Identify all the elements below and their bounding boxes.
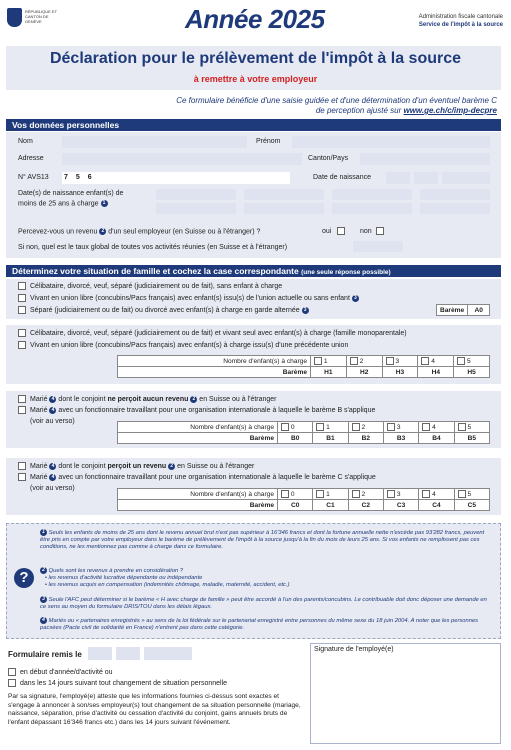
intro-line-1: Ce formulaire bénéficie d'une saisie guidée et d'une détermination d'un éventuel barème C bbox=[176, 96, 497, 105]
note-4-text: Mariés ou « partenaires enregistrés » au sens de la loi fédérale sur le partenariat enregistré entre personnes du même sexe du 18 juin 2004. A noter que les personnes pacsées (Pacte civil de solidarité en France) n'entrent pas dans cette catégorie. bbox=[40, 618, 479, 632]
avs-prefix-digits bbox=[64, 174, 95, 181]
taux-field[interactable] bbox=[353, 241, 403, 252]
h-count-cell[interactable] bbox=[454, 356, 490, 367]
b-count-checkbox[interactable] bbox=[316, 423, 324, 431]
h-option-2-label: Vivant en union libre (concubins/Pacs français) avec enfant(s) à charge issu(s) d'une précédente union bbox=[30, 342, 349, 349]
c-count-checkbox[interactable] bbox=[387, 490, 395, 498]
note-2 bbox=[40, 567, 490, 589]
b-count-checkbox[interactable] bbox=[458, 423, 466, 431]
h-count-checkbox[interactable] bbox=[350, 357, 358, 365]
c-count-checkbox[interactable] bbox=[316, 490, 324, 498]
c-option-1-checkbox[interactable] bbox=[18, 462, 26, 470]
c-option-1[interactable] bbox=[18, 462, 254, 472]
c-count-label: 3 bbox=[396, 490, 401, 498]
enfant-date-1[interactable] bbox=[156, 189, 236, 200]
b-bareme-code: B2 bbox=[348, 433, 383, 444]
admin-name: Administration fiscale cantonale bbox=[418, 14, 503, 20]
h-bareme-code: H3 bbox=[382, 367, 418, 378]
prenom-label: Prénom bbox=[256, 138, 281, 145]
adresse-label: Adresse bbox=[18, 155, 44, 162]
naissance-day[interactable] bbox=[386, 172, 410, 184]
h-count-cell[interactable] bbox=[382, 356, 418, 367]
canton-field[interactable] bbox=[360, 153, 490, 165]
c-marie-2: Marié bbox=[30, 474, 48, 481]
b-count-cell[interactable] bbox=[278, 422, 313, 433]
note-3 bbox=[40, 596, 490, 611]
h-option-1-checkbox[interactable] bbox=[18, 329, 26, 337]
h-count-checkbox[interactable] bbox=[314, 357, 322, 365]
b-count-label: 0 bbox=[290, 423, 295, 431]
enfant-date-7[interactable] bbox=[332, 203, 412, 214]
b-bareme-code: B4 bbox=[419, 433, 454, 444]
b-bareme-code: B5 bbox=[454, 433, 489, 444]
note-4-icon: 4 bbox=[49, 463, 56, 470]
note-3-icon: 3 bbox=[352, 295, 359, 302]
a-option-1-checkbox[interactable] bbox=[18, 282, 26, 290]
family-heading-small: (une seule réponse possible) bbox=[301, 269, 391, 276]
bareme-c-table bbox=[117, 488, 490, 511]
remis-option-2[interactable] bbox=[8, 679, 227, 689]
note-3-text: Seule l'AFC peut déterminer si le barème « H avec charge de famille » peut être accordé à l'un des parents/concubins. Le contribuable doit donc déposer une demande en ce sens au moyen du formulaire DRIS/TOU dans les délais légaux. bbox=[40, 597, 487, 611]
c-count-label: 1 bbox=[326, 490, 330, 498]
b-suisse: en Suisse ou à l'étranger bbox=[199, 396, 277, 403]
intro-link[interactable]: www.ge.ch/c/imp-decpre bbox=[403, 106, 497, 115]
b-voir-verso: (voir au verso) bbox=[30, 418, 75, 425]
a-option-2-checkbox[interactable] bbox=[18, 294, 26, 302]
note-4-icon: 4 bbox=[40, 617, 47, 624]
b-count-cell[interactable] bbox=[383, 422, 418, 433]
a-option-3-checkbox[interactable] bbox=[18, 306, 26, 314]
remis-option-1-checkbox[interactable] bbox=[8, 668, 16, 676]
c-option-2-label: avec un fonctionnaire travaillant pour une organisation internationale à laquelle le barème C s'applique bbox=[58, 474, 376, 481]
enfants-label-text: moins de 25 ans à charge bbox=[18, 200, 99, 208]
h-bareme-code: H1 bbox=[311, 367, 347, 378]
signature-box[interactable] bbox=[310, 643, 501, 744]
remis-option-1[interactable] bbox=[8, 668, 113, 678]
note-2-icon: 2 bbox=[40, 567, 47, 574]
h-bareme-code: H5 bbox=[454, 367, 490, 378]
c-nb-enfants-label: Nombre d'enfant(s) à charge bbox=[118, 489, 278, 500]
b-marie-2: Marié bbox=[30, 407, 48, 414]
c-count-cell[interactable] bbox=[383, 489, 418, 500]
bareme-a-table bbox=[436, 304, 490, 316]
revenu-q-a: Percevez-vous un revenu bbox=[18, 228, 98, 236]
b-marie: Marié bbox=[30, 396, 48, 403]
c-count-checkbox[interactable] bbox=[281, 490, 289, 498]
b-option-1[interactable] bbox=[18, 395, 277, 405]
revenu-question bbox=[18, 228, 260, 235]
oui-label: oui bbox=[322, 228, 332, 235]
section-family-heading bbox=[6, 265, 501, 277]
c-count-cell[interactable] bbox=[348, 489, 383, 500]
family-heading: Déterminez votre situation de famille et cochez la case correspondante bbox=[12, 266, 299, 276]
canton-label: Canton/Pays bbox=[308, 155, 349, 162]
nom-field[interactable] bbox=[62, 136, 247, 148]
enfant-date-3[interactable] bbox=[332, 189, 412, 200]
note-2-icon: 2 bbox=[99, 228, 106, 235]
a-option-3-label: Séparé (judiciairement ou de fait) ou divorcé avec enfant(s) à charge en garde alternée bbox=[30, 307, 300, 314]
c-percoit-revenu: perçoit un revenu bbox=[107, 463, 167, 470]
h-count-label: 1 bbox=[323, 357, 328, 365]
h-count-label: 4 bbox=[431, 357, 435, 365]
logo-text: RÉPUBLIQUE ET CANTON DE GENÈVE bbox=[25, 9, 57, 24]
h-count-label: 5 bbox=[467, 357, 471, 365]
canton-logo bbox=[7, 8, 22, 27]
intro-text: de perception ajusté sur bbox=[315, 106, 402, 115]
question-icon: ? bbox=[14, 568, 34, 588]
enfant-date-4[interactable] bbox=[420, 189, 490, 200]
note-2-icon: 2 bbox=[190, 396, 197, 403]
signature-label: Signature de l'employé(e) bbox=[314, 646, 394, 653]
c-count-label: 4 bbox=[432, 490, 436, 498]
naissance-year[interactable] bbox=[442, 172, 490, 184]
b-conjoint: dont le conjoint bbox=[58, 396, 106, 403]
naissance-month[interactable] bbox=[414, 172, 438, 184]
c-option-2[interactable] bbox=[18, 473, 376, 483]
b-bareme-code: B1 bbox=[313, 433, 348, 444]
b-count-label: 2 bbox=[361, 423, 366, 431]
note-4-icon: 4 bbox=[49, 474, 56, 481]
c-bareme-code: C3 bbox=[383, 500, 418, 511]
avs-digit-1: 7 bbox=[64, 174, 71, 181]
c-count-cell[interactable] bbox=[454, 489, 489, 500]
b-option-2-label: avec un fonctionnaire travaillant pour une organisation internationale à laquelle le barème B s'applique bbox=[58, 407, 376, 414]
c-count-label: 2 bbox=[361, 490, 366, 498]
formulaire-remis-label: Formulaire remis le bbox=[8, 650, 82, 659]
attestation-text: Par sa signature, l'employé(e) atteste que les informations fournies ci-dessus sont exactes et s'engage à annoncer à son/ses employeur(s) tout changement de sa situation personnelle (mariage, naissance, séparation, prise d'activité ou cessation d'activité du conjoint, gains annuels bruts de l'enfant dépassant 16'346 francs etc.) dans les 14 jours suivant l'événement. bbox=[8, 693, 301, 726]
enfant-date-8[interactable] bbox=[420, 203, 490, 214]
c-count-checkbox[interactable] bbox=[352, 490, 360, 498]
remis-option-1-label: en début d'année/d'activité ou bbox=[20, 669, 113, 676]
a-option-2-label: Vivant en union libre (concubins/Pacs français) avec enfant(s) issu(s) de l'union actuelle ou sans enfant bbox=[30, 295, 350, 302]
c-conjoint: dont le conjoint bbox=[58, 463, 106, 470]
revenu-q-b: d'un seul employeur (en Suisse ou à l'étranger) ? bbox=[108, 228, 261, 236]
h-count-checkbox[interactable] bbox=[421, 357, 429, 365]
note-3-icon: 3 bbox=[40, 596, 47, 603]
nom-label: Nom bbox=[18, 138, 33, 145]
remis-month[interactable] bbox=[116, 647, 140, 660]
h-option-2[interactable] bbox=[18, 341, 348, 351]
a-option-1-label: Célibataire, divorcé, veuf, séparé (judiciairement ou de fait), sans enfant à charge bbox=[30, 283, 283, 290]
b-count-label: 3 bbox=[396, 423, 401, 431]
non-checkbox[interactable] bbox=[376, 227, 384, 235]
h-count-label: 2 bbox=[359, 357, 364, 365]
h-count-cell[interactable] bbox=[311, 356, 347, 367]
avs-digit-3: 6 bbox=[87, 174, 95, 181]
adresse-field[interactable] bbox=[62, 153, 302, 165]
b-bareme-code: B3 bbox=[383, 433, 418, 444]
h-count-label: 3 bbox=[395, 357, 400, 365]
c-bareme-code: C5 bbox=[454, 500, 489, 511]
h-count-checkbox[interactable] bbox=[457, 357, 465, 365]
note-2-bullet-1: • les revenus d'activité lucrative dépendante ou indépendante bbox=[44, 575, 203, 582]
intro-line-2 bbox=[316, 106, 497, 115]
year-title: Année 2025 bbox=[185, 4, 325, 34]
page-title: Déclaration pour le prélèvement de l'impôt à la source bbox=[49, 50, 462, 67]
avs-label: N° AVS13 bbox=[18, 174, 49, 181]
a-option-3[interactable] bbox=[18, 306, 309, 316]
h-nb-enfants-label: Nombre d'enfant(s) à charge bbox=[118, 356, 311, 367]
enfant-date-2[interactable] bbox=[244, 189, 324, 200]
note-1-icon: 1 bbox=[101, 200, 108, 207]
oui-checkbox[interactable] bbox=[337, 227, 345, 235]
b-count-cell[interactable] bbox=[348, 422, 383, 433]
c-bareme-code: C2 bbox=[348, 500, 383, 511]
enfants-label-2 bbox=[18, 200, 108, 207]
section-personal-heading: Vos données personnelles bbox=[6, 119, 501, 131]
c-count-cell[interactable] bbox=[278, 489, 313, 500]
b-count-cell[interactable] bbox=[313, 422, 348, 433]
bareme-a-label: Barème bbox=[437, 305, 468, 316]
b-count-checkbox[interactable] bbox=[352, 423, 360, 431]
b-count-checkbox[interactable] bbox=[281, 423, 289, 431]
note-2-text: Quels sont les revenus à prendre en considération ? bbox=[48, 568, 184, 575]
note-4 bbox=[40, 617, 490, 632]
b-count-label: 4 bbox=[432, 423, 436, 431]
service-name: Service de l'impôt à la source bbox=[418, 22, 503, 28]
b-count-checkbox[interactable] bbox=[422, 423, 430, 431]
c-count-cell[interactable] bbox=[313, 489, 348, 500]
c-bareme-code: C0 bbox=[278, 500, 313, 511]
c-count-cell[interactable] bbox=[419, 489, 454, 500]
c-count-label: 5 bbox=[467, 490, 472, 498]
b-nb-enfants-label: Nombre d'enfant(s) à charge bbox=[118, 422, 278, 433]
c-count-checkbox[interactable] bbox=[458, 490, 466, 498]
c-suisse: en Suisse ou à l'étranger bbox=[177, 463, 255, 470]
page-subtitle: à remettre à votre employeur bbox=[193, 74, 318, 84]
h-option-1[interactable] bbox=[18, 329, 407, 339]
note-2-bullet-2: • les revenus acquis en compensation (indemnités chômage, maladie, maternité, accident, etc.) bbox=[44, 582, 290, 589]
c-count-checkbox[interactable] bbox=[422, 490, 430, 498]
remis-day[interactable] bbox=[88, 647, 112, 660]
b-option-1-checkbox[interactable] bbox=[18, 395, 26, 403]
h-count-cell[interactable] bbox=[346, 356, 382, 367]
b-option-2-checkbox[interactable] bbox=[18, 406, 26, 414]
c-bareme-code: C1 bbox=[313, 500, 348, 511]
a-option-2[interactable] bbox=[18, 294, 359, 304]
remis-option-2-checkbox[interactable] bbox=[8, 679, 16, 687]
avs-digit-2: 5 bbox=[75, 174, 83, 181]
b-option-2[interactable] bbox=[18, 406, 375, 416]
enfant-date-6[interactable] bbox=[244, 203, 324, 214]
naissance-label: Date de naissance bbox=[313, 174, 371, 181]
bareme-b-table bbox=[117, 421, 490, 444]
c-bareme-label: Barème bbox=[118, 500, 278, 511]
remis-year[interactable] bbox=[144, 647, 192, 660]
h-option-1-label: Célibataire, divorcé, veuf, séparé (judiciairement ou de fait) et vivant seul avec enfant(s) à charge (famille monoparentale) bbox=[30, 330, 407, 337]
h-count-checkbox[interactable] bbox=[386, 357, 394, 365]
h-option-2-checkbox[interactable] bbox=[18, 341, 26, 349]
b-count-checkbox[interactable] bbox=[387, 423, 395, 431]
note-1-text: Seuls les enfants de moins de 25 ans dont le revenu annuel brut n'est pas supérieur à 16'346 francs et dont la fortune annuelle nette n'excède pas 93'282 francs, peuvent être pris en compte par votre employeur dans le barème de prélèvement de l'impôt à la source jusqu'à la fin du mois de leurs 25 ans. Si vos enfants ne remplissent pas ces conditions, ne les mentionnez pas comme à charge dans ce formulaire. bbox=[40, 530, 485, 551]
b-count-label: 5 bbox=[467, 423, 472, 431]
c-option-2-checkbox[interactable] bbox=[18, 473, 26, 481]
note-1-icon: 1 bbox=[40, 529, 47, 536]
remis-option-2-label: dans les 14 jours suivant tout changement de situation personnelle bbox=[20, 680, 228, 687]
b-bareme-code: B0 bbox=[278, 433, 313, 444]
enfant-date-5[interactable] bbox=[156, 203, 236, 214]
b-aucun-revenu: ne perçoit aucun revenu bbox=[107, 396, 189, 403]
b-bareme-label: Barème bbox=[118, 433, 278, 444]
note-1 bbox=[40, 529, 490, 551]
avs-field[interactable] bbox=[62, 172, 290, 184]
h-bareme-code: H2 bbox=[346, 367, 382, 378]
bareme-h-table bbox=[117, 355, 490, 378]
non-label: non bbox=[360, 228, 372, 235]
bareme-a0: A0 bbox=[468, 305, 490, 316]
b-count-cell[interactable] bbox=[419, 422, 454, 433]
c-bareme-code: C4 bbox=[419, 500, 454, 511]
b-count-label: 1 bbox=[326, 423, 330, 431]
note-2-icon: 2 bbox=[168, 463, 175, 470]
enfants-label-1: Date(s) de naissance enfant(s) de bbox=[18, 190, 124, 197]
c-voir-verso: (voir au verso) bbox=[30, 485, 75, 492]
c-count-label: 0 bbox=[290, 490, 295, 498]
taux-question: Si non, quel est le taux global de toutes vos activités réunies (en Suisse et à l'étranger) bbox=[18, 244, 288, 251]
b-count-cell[interactable] bbox=[454, 422, 489, 433]
note-4-icon: 4 bbox=[49, 407, 56, 414]
note-4-icon: 4 bbox=[49, 396, 56, 403]
c-marie: Marié bbox=[30, 463, 48, 470]
h-bareme-label: Barème bbox=[118, 367, 311, 378]
a-option-1[interactable] bbox=[18, 282, 282, 292]
prenom-field[interactable] bbox=[292, 136, 490, 148]
note-3-icon: 3 bbox=[302, 307, 309, 314]
h-count-cell[interactable] bbox=[418, 356, 454, 367]
h-bareme-code: H4 bbox=[418, 367, 454, 378]
